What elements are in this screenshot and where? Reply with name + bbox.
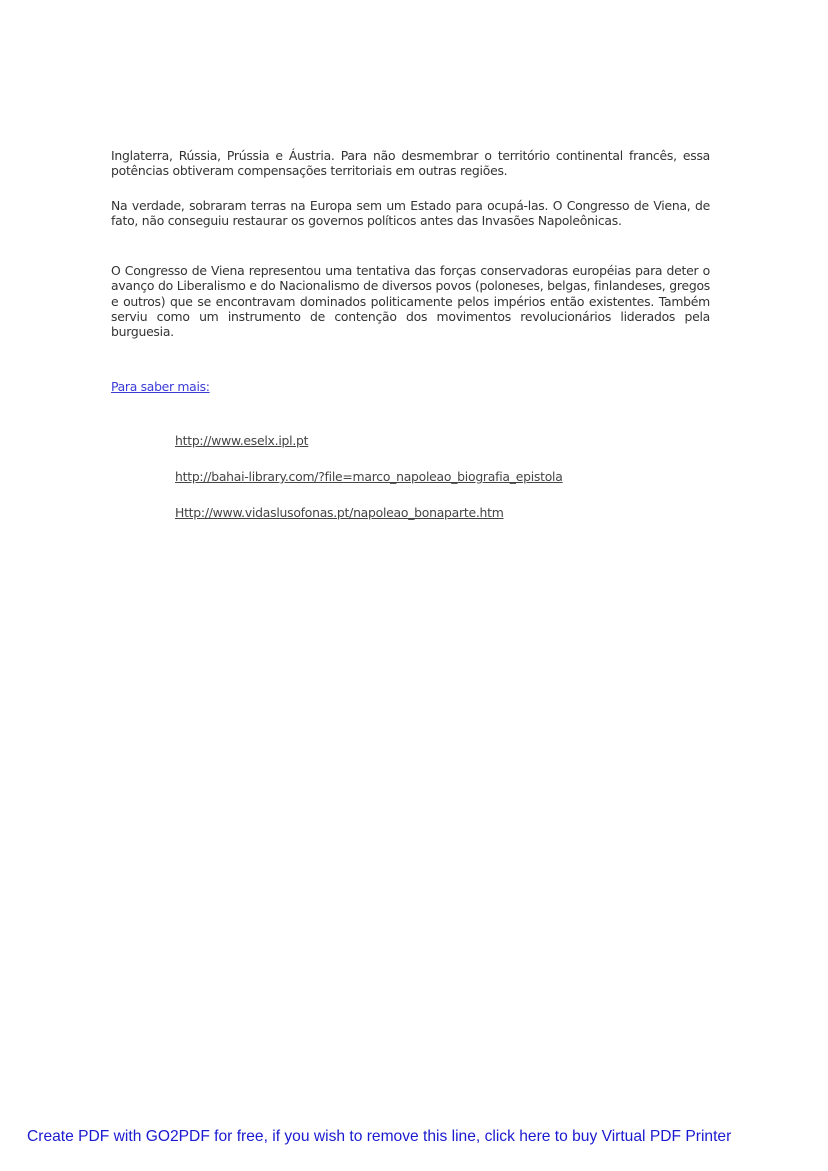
paragraph-3: O Congresso de Viena representou uma tentativa das forças conservadoras européias para deter o avanço do Liberalismo e do Nacionalismo de diversos povos (poloneses, belgas, finlandeses, gregos e outros) que se encontravam dominados politicamente pelos impérios então existentes. Também serviu como um instrumento de contenção dos movimentos revolucionários liderados pela burguesia. [111,263,710,340]
paragraph-1: Inglaterra, Rússia, Prússia e Áustria. Para não desmembrar o território continental francês, essa potências obtiveram compensações territoriais em outras regiões. [111,148,710,179]
go2pdf-footer-link[interactable]: Create PDF with GO2PDF for free, if you wish to remove this line, click here to buy Virtual PDF Printer [27,1128,732,1145]
paragraph-2: Na verdade, sobraram terras na Europa sem um Estado para ocupá-las. O Congresso de Viena, de fato, não conseguiu restaurar os governos políticos antes das Invasões Napoleônicas. [111,198,710,229]
link-bahai-library[interactable]: http://bahai-library.com/?file=marco_napoleao_biografia_epistola [175,469,563,484]
link-vidaslusofonas[interactable]: Http://www.vidaslusofonas.pt/napoleao_bonaparte.htm [175,505,504,520]
para-saber-mais-link[interactable]: Para saber mais: [111,379,210,394]
link-eselx[interactable]: http://www.eselx.ipl.pt [175,433,309,448]
